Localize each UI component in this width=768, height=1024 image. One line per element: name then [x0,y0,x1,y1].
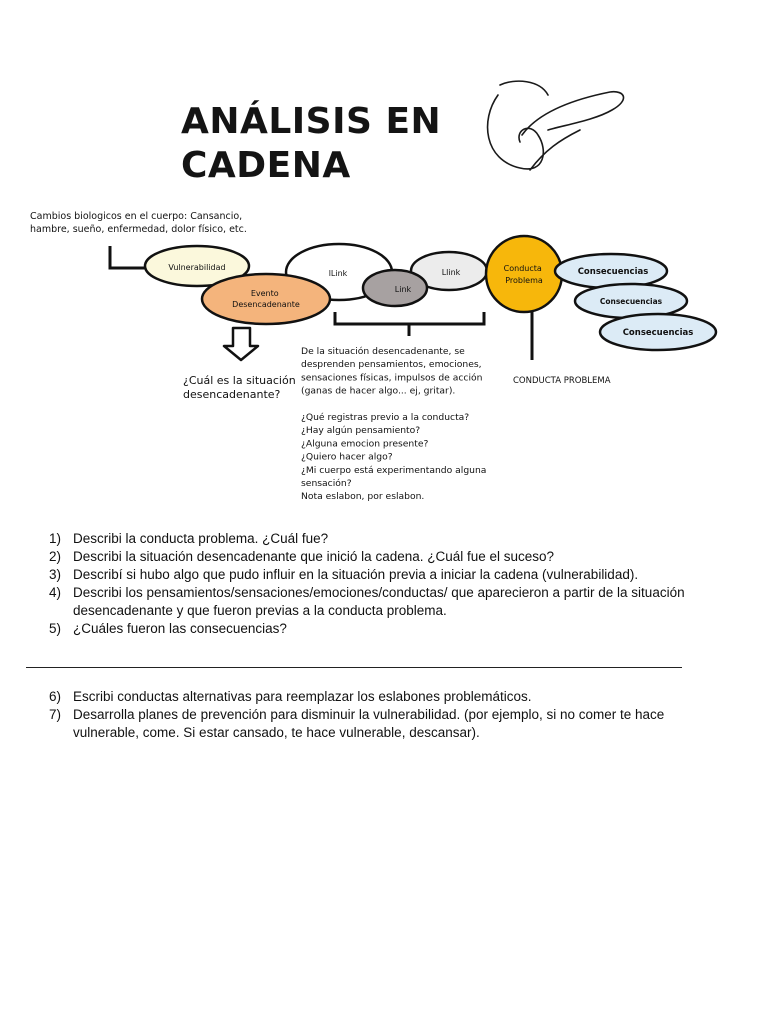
steps-list-2 [0,688,768,742]
links-note-line: sensación? [301,478,352,489]
list-item-text: ¿Cuáles fueron las consecuencias? [73,621,287,636]
list-item [0,688,768,706]
list-item-number: 5) [49,621,62,636]
links-note [301,346,486,502]
vulnerability-connector [110,246,148,268]
consecuencias-label-3: Consecuencias [622,328,694,338]
down-arrow-icon [224,328,258,360]
evento-node [202,274,330,324]
list-item-text: Describi la situación desencadenante que inició la cadena. ¿Cuál fue el suceso? [73,549,555,564]
title-line-2: CADENA [181,145,351,186]
list-item-text: Describi los pensamientos/sensaciones/emociones/conductas/ que aparecieron a partir de la situación desencadenante y que fueron previas a la conducta problema. [73,585,685,618]
list-item-number: 1) [49,531,62,546]
list-item [0,548,768,566]
consecuencias-label-1: Consecuencias [577,267,649,277]
list-item [0,620,768,638]
list-item [0,584,768,620]
links-note-line: ¿Mi cuerpo está experimentando alguna [301,464,487,476]
steps-list-1 [0,530,768,638]
list-item [0,530,768,548]
link-label-3: Llink [441,268,461,277]
conducta-problema-label: CONDUCTA PROBLEMA [513,376,611,386]
list-item-text: Describi la conducta problema. ¿Cuál fue? [73,531,329,546]
link-label-1: lLink [328,269,348,278]
vulnerabilidad-label: Vulnerabilidad [168,263,226,272]
links-note-line: ¿Quiero hacer algo? [301,451,393,463]
links-note-line: ¿Alguna emocion presente? [301,438,429,450]
conducta-label: Conducta Problema [503,264,543,285]
links-bracket [335,312,484,336]
list-item-text: Describí si hubo algo que pudo influir en la situación previa a iniciar la cadena (vulnerabilidad). [73,567,639,582]
link-label-2: Link [394,285,412,294]
links-note-line: desprenden pensamientos, emociones, [301,359,482,371]
title-line-1: ANÁLISIS EN [181,101,442,142]
list-item-number: 6) [49,689,62,704]
divider [26,667,682,668]
links-note-line: ¿Hay algún pensamiento? [301,425,421,437]
list-item [0,706,768,742]
biological-note [30,211,247,235]
biological-note-line: Cambios biologicos en el cuerpo: Cansancio, [30,211,243,222]
list-item-number: 2) [49,549,62,564]
links-note-line: (ganas de hacer algo... ej, gritar). [301,385,456,397]
conducta-node [486,236,562,312]
list-item-number: 3) [49,567,62,582]
links-note-line: ¿Qué registras previo a la conducta? [301,412,470,423]
evento-label: Evento Desencadenante [232,289,300,309]
links-note-line: Nota eslabon, por eslabon. [301,491,425,503]
chain-sketch-icon [488,81,624,170]
links-note-line: De la situación desencadenante, se [301,346,465,357]
situation-question: ¿Cuál es la situación desencadenante? [183,374,296,401]
consecuencias-label-2: Consecuencias [599,297,663,306]
list-item-number: 4) [49,585,62,600]
list-item-text: Escribi conductas alternativas para reemplazar los eslabones problemáticos. [73,689,532,704]
list-item-text: Desarrolla planes de prevención para disminuir la vulnerabilidad. (por ejemplo, si no comer te hace vulnerable, come. Si estar cansado, te hace vulnerable, descansar). [73,707,665,740]
links-note-line: sensaciones físicas, impulsos de acción [301,372,483,384]
list-item [0,566,768,584]
biological-note-line: hambre, sueño, enfermedad, dolor físico, etc. [30,224,247,235]
list-item-number: 7) [49,707,62,722]
